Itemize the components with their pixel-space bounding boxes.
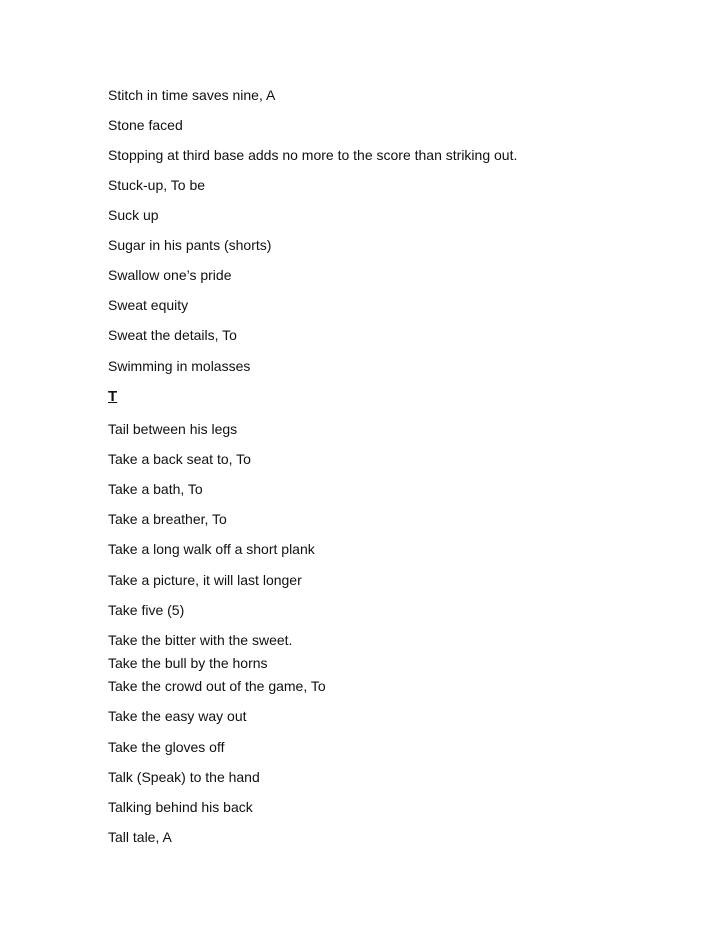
phrase-line: Take the crowd out of the game, To bbox=[108, 678, 326, 694]
phrase-line: Stuck-up, To be bbox=[108, 177, 206, 193]
phrase-line: Take a breather, To bbox=[108, 511, 227, 527]
phrase-line: Stitch in time saves nine, A bbox=[108, 87, 276, 103]
phrase-line: Swallow one’s pride bbox=[108, 267, 232, 283]
phrase-line: Sweat equity bbox=[108, 297, 189, 313]
phrase-line: Take five (5) bbox=[108, 602, 185, 618]
phrase-line: Sugar in his pants (shorts) bbox=[108, 237, 272, 253]
phrase-line: Take a back seat to, To bbox=[108, 451, 251, 467]
phrase-line: Take the bitter with the sweet. bbox=[108, 632, 293, 648]
phrase-line: Stopping at third base adds no more to the score than striking out. bbox=[108, 147, 518, 163]
phrase-line: Take a long walk off a short plank bbox=[108, 541, 315, 557]
phrase-line: Stone faced bbox=[108, 117, 183, 133]
phrase-line: Take a picture, it will last longer bbox=[108, 572, 302, 588]
phrase-line: Talking behind his back bbox=[108, 799, 253, 815]
phrase-line: Take a bath, To bbox=[108, 481, 203, 497]
phrase-line: Take the bull by the horns bbox=[108, 655, 268, 671]
phrase-line: Talk (Speak) to the hand bbox=[108, 769, 260, 785]
phrase-line: Take the gloves off bbox=[108, 739, 225, 755]
phrase-line: Tall tale, A bbox=[108, 829, 172, 845]
phrase-line: Tail between his legs bbox=[108, 421, 238, 437]
phrase-line: Swimming in molasses bbox=[108, 358, 251, 374]
phrase-line: Take the easy way out bbox=[108, 708, 247, 724]
phrase-line: Sweat the details, To bbox=[108, 327, 237, 343]
phrase-line: Suck up bbox=[108, 207, 159, 223]
section-heading: T bbox=[108, 388, 118, 405]
